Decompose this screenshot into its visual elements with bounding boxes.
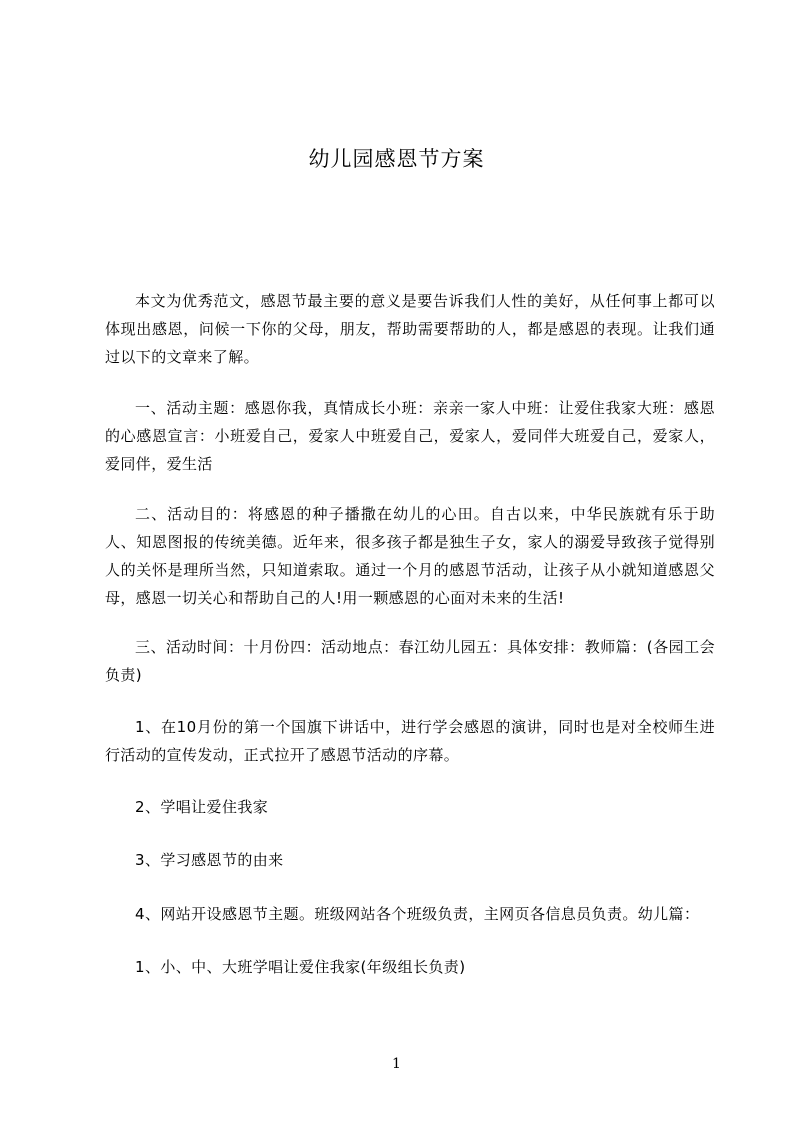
- list-item-class-singing: 1、小、中、大班学唱让爱住我家(年级组长负责): [135, 958, 466, 976]
- activity-theme-paragraph: 一、活动主题：感恩你我，真情成长小班：亲亲一家人中班：让爱住我家大班：感恩的心感恩宣言：小班爱自己，爱家人中班爱自己，爱家人，爱同伴大班爱自己，爱家人，爱同伴，爱生活: [105, 399, 715, 473]
- page-number: 1: [392, 1056, 401, 1072]
- list-item-learn-origin: 3、学习感恩节的由来: [135, 851, 284, 869]
- list-item-flag-speech: 1、在10月份的第一个国旗下讲话中，进行学会感恩的演讲，同时也是对全校师生进行活动的宣传发动，正式拉开了感恩节活动的序幕。: [105, 718, 715, 764]
- document-title: 幼儿园感恩节方案: [308, 147, 485, 171]
- activity-time-paragraph: 三、活动时间：十月份四：活动地点：春江幼儿园五：具体安排：教师篇：(各园工会负责): [105, 638, 715, 684]
- list-item-learn-song: 2、学唱让爱住我家: [135, 798, 269, 816]
- intro-paragraph: 本文为优秀范文，感恩节最主要的意义是要告诉我们人性的美好，从任何事上都可以体现出感恩，问候一下你的父母，朋友，帮助需要帮助的人，都是感恩的表现。让我们通过以下的文章来了解。: [105, 292, 715, 366]
- list-item-website-theme: 4、网站开设感恩节主题。班级网站各个班级负责，主网页各信息员负责。幼儿篇：: [135, 905, 700, 923]
- activity-purpose-paragraph: 二、活动目的：将感恩的种子播撒在幼儿的心田。自古以来，中华民族就有乐于助人、知恩图报的传统美德。近年来，很多孩子都是独生子女，家人的溺爱导致孩子觉得别人的关怀是理所当然，只知道索取。通过一个月的感恩节活动，让孩子从小就知道感恩父母，感恩一切关心和帮助自己的人!用一颗感恩的心面对未来的生活!: [105, 505, 715, 607]
